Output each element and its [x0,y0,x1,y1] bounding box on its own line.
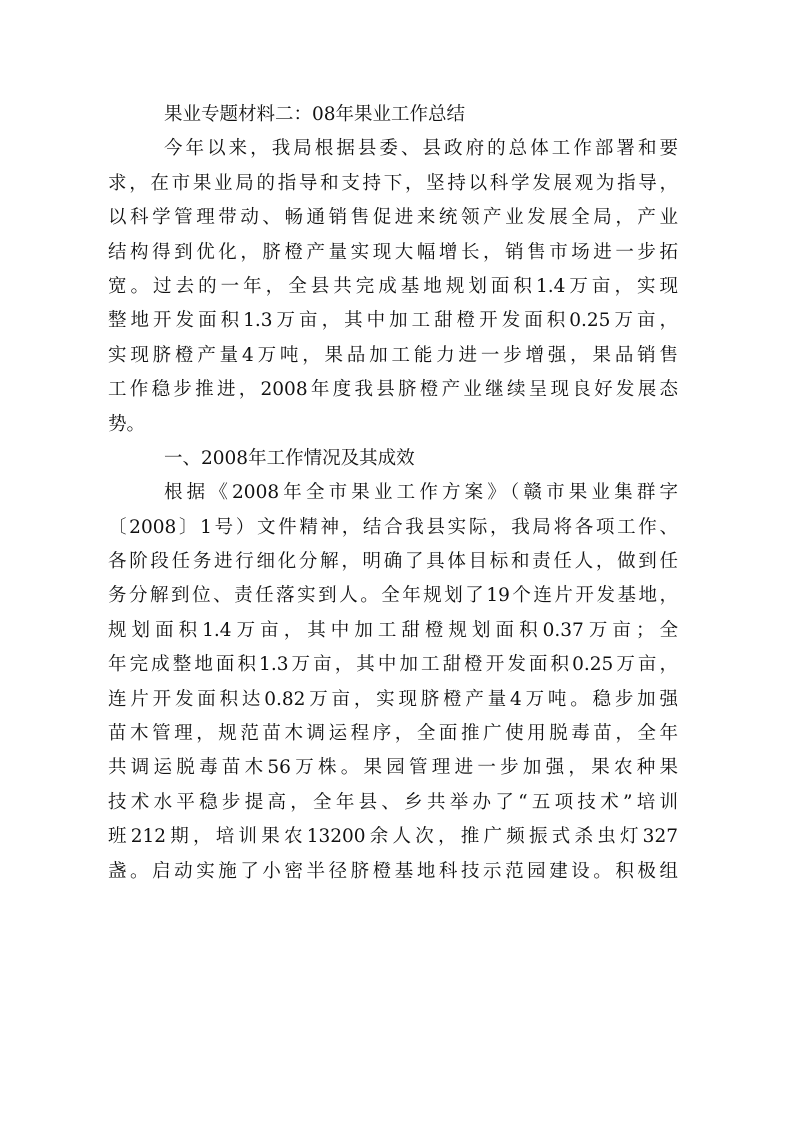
paragraph-line: 今年以来，我局根据县委、县政府的总体工作部署和要 [164,138,678,160]
section-heading: 一、2008年工作情况及其成效 [164,447,415,469]
document-title: 果业专题材料二：08年果业工作总结 [164,104,466,125]
paragraph-line: 苗木管理，规范苗木调运程序，全面推广使用脱毒苗，全年 [108,723,678,745]
paragraph-line: 结构得到优化，脐橙产量实现大幅增长，销售市场进一步拓 [108,241,678,263]
paragraph-line: 实现脐橙产量4万吨，果品加工能力进一步增强，果品销售 [108,344,678,366]
paragraph-line: 各阶段任务进行细化分解，明确了具体目标和责任人，做到任 [108,551,678,573]
paragraph-line: 求，在市果业局的指导和支持下，坚持以科学发展观为指导， [108,172,678,194]
paragraph-line: 技术水平稳步提高，全年县、乡共举办了“五项技术”培训 [108,791,678,813]
paragraph-line: 〔2008〕1号）文件精神，结合我县实际，我局将各项工作、 [108,516,678,538]
paragraph-line: 连片开发面积达0.82万亩，实现脐橙产量4万吨。稳步加强 [108,688,678,710]
paragraph-line: 盏。启动实施了小密半径脐橙基地科技示范园建设。积极组 [108,860,678,882]
paragraph-line: 宽。过去的一年，全县共完成基地规划面积1.4万亩，实现 [108,275,678,297]
paragraph-line: 工作稳步推进，2008年度我县脐橙产业继续呈现良好发展态 [108,379,678,401]
paragraph-line: 以科学管理带动、畅通销售促进来统领产业发展全局，产业 [108,207,678,229]
paragraph-line: 共调运脱毒苗木56万株。果园管理进一步加强，果农种果 [108,757,678,779]
paragraph-line: 规划面积1.4万亩，其中加工甜橙规划面积0.37万亩；全 [108,619,678,641]
paragraph-line: 班212期，培训果农13200余人次，推广频振式杀虫灯327 [108,826,678,848]
paragraph-line: 势。 [108,413,146,435]
paragraph-line: 根据《2008年全市果业工作方案》（赣市果业集群字 [164,482,678,504]
paragraph-line: 整地开发面积1.3万亩，其中加工甜橙开发面积0.25万亩， [108,310,678,332]
document-body [108,98,678,889]
paragraph-line: 年完成整地面积1.3万亩，其中加工甜橙开发面积0.25万亩， [108,654,678,676]
paragraph-work-summary [108,476,678,889]
paragraph-intro [108,132,678,442]
paragraph-line: 务分解到位、责任落实到人。全年规划了19个连片开发基地， [108,585,678,607]
